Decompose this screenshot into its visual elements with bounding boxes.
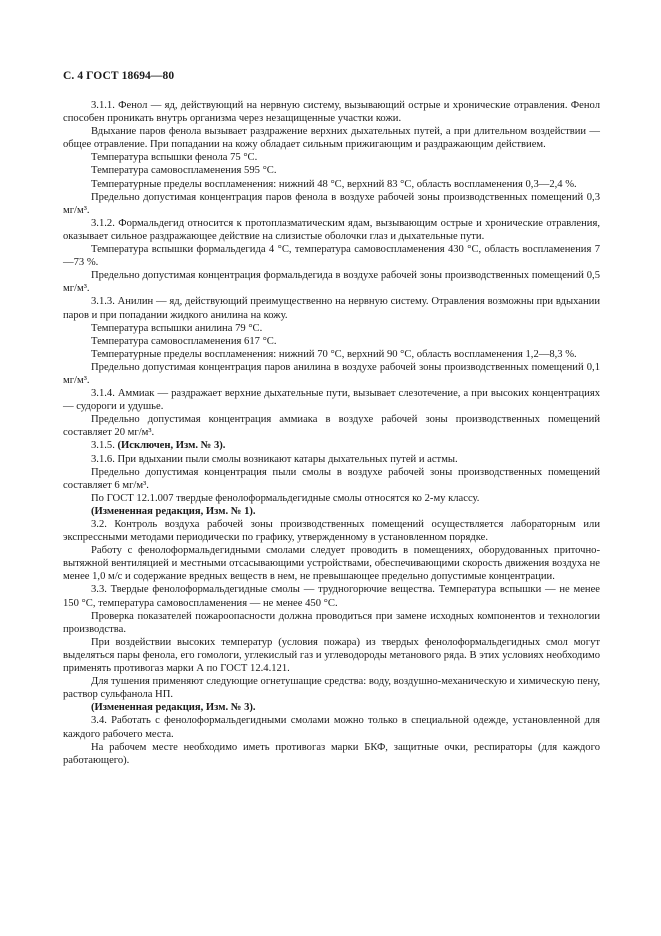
paragraph: Предельно допустимая концентрация пыли смолы в воздухе рабочей зоны производственных помещений составляет 6 мг/м³. [63, 466, 600, 491]
paragraph: Предельно допустимая концентрация паров фенола в воздухе рабочей зоны производственных помещений 0,3 мг/м³. [63, 191, 600, 216]
revision-note: (Измененная редакция, Изм. № 1). [91, 505, 256, 517]
paragraph: Работу с фенолоформальдегидными смолами следует проводить в помещениях, оборудованных приточно-вытяжной вентиляцией и местными отсасывающими устройствами, обеспечивающими скорость движения воздуха не менее 1,0 м/с и содержание вредных веществ в нем, не превышающее предельно допустимые концентрации. [63, 545, 600, 583]
paragraph: 3.1.6. При вдыхании пыли смолы возникают катары дыхательных путей и астмы. [91, 453, 458, 465]
paragraph: 3.1.4. Аммиак — раздражает верхние дыхательные пути, вызывает слезотечение, а при высоких концентрациях — судороги и удушье. [63, 388, 600, 413]
paragraph: 3.1.2. Формальдегид относится к протоплазматическим ядам, вызывающим острые и хронические отравления, оказывает сильное раздражающее действие на слизистые оболочки глаз и дыхательные пути. [63, 217, 600, 242]
paragraph: При воздействии высоких температур (условия пожара) из твердых фенолоформальдегидных смол могут выделяться пары фенола, его гомологи, углекислый газ и углеводороды метанового ряда. В этих условиях необходимо применять противогаз марки А по ГОСТ 12.4.121. [63, 636, 600, 675]
excluded-note: (Исключен, Изм. № 3). [117, 440, 226, 452]
paragraph: По ГОСТ 12.1.007 твердые фенолоформальдегидные смолы относятся ко 2-му классу. [91, 492, 480, 504]
paragraph: Температурные пределы воспламенения: нижний 48 °С, верхний 83 °С, область воспламенения 0,3—2,4 %. [91, 178, 577, 190]
paragraph: 3.4. Работать с фенолоформальдегидными смолами можно только в специальной одежде, установленной для каждого рабочего места. [63, 715, 600, 740]
paragraph: Температура вспышки анилина 79 °С. [91, 322, 263, 334]
clause-number: 3.1.5. [91, 440, 115, 452]
paragraph: Предельно допустимая концентрация аммиака в воздухе рабочей зоны производственных помещений составляет 20 мг/м³. [63, 414, 600, 439]
revision-note: (Измененная редакция, Изм. № 3). [91, 702, 256, 714]
paragraph: Температура самовоспламенения 617 °С. [91, 335, 277, 347]
paragraph-315 [63, 439, 600, 452]
paragraph: Температура вспышки фенола 75 °С. [91, 152, 258, 164]
paragraph: 3.3. Твердые фенолоформальдегидные смолы — трудногорючие вещества. Температура вспышки — не менее 150 °С, температура самовоспламенения — не менее 450 °С. [63, 584, 600, 609]
paragraph: Температура вспышки формальдегида 4 °С, температура самовоспламенения 430 °С, область воспламенения 7—73 %. [63, 244, 600, 269]
document-body [63, 99, 600, 767]
paragraph: На рабочем месте необходимо иметь противогаз марки БКФ, защитные очки, респираторы (для каждого работающего). [63, 741, 600, 766]
paragraph: Предельно допустимая концентрация формальдегида в воздухе рабочей зоны производственных помещений 0,5 мг/м³. [63, 270, 600, 295]
paragraph: 3.1.1. Фенол — яд, действующий на нервную систему, вызывающий острые и хронические отравления. Фенол способен проникать внутрь организма через незащищенные участки кожи. [63, 100, 600, 125]
paragraph: Вдыхание паров фенола вызывает раздражение верхних дыхательных путей, а при длительном воздействии — общее отравление. При попадании на кожу обладает сильным прижигающим и раздражающим действием. [63, 126, 600, 151]
paragraph: Проверка показателей пожароопасности должна проводиться при замене исходных компонентов и технологии производства. [63, 610, 600, 635]
paragraph: Предельно допустимая концентрация паров анилина в воздухе рабочей зоны производственных помещений 0,1 мг/м³. [63, 361, 600, 386]
paragraph: Для тушения применяют следующие огнетушащие средства: воду, воздушно-механическую и химическую пену, раствор сульфанола НП. [63, 676, 600, 701]
paragraph: 3.1.3. Анилин — яд, действующий преимущественно на нервную систему. Отравления возможны при вдыхании паров и при попадании жидкого анилина на кожу. [63, 296, 600, 321]
page-header: С. 4 ГОСТ 18694—80 [63, 70, 175, 82]
paragraph: Температура самовоспламенения 595 °С. [91, 165, 277, 177]
paragraph: 3.2. Контроль воздуха рабочей зоны производственных помещений осуществляется лабораторным или экспрессными методами периодически по графику, утвержденному в установленном порядке. [63, 519, 600, 544]
paragraph: Температурные пределы воспламенения: нижний 70 °С, верхний 90 °С, область воспламенения 1,2—8,3 %. [91, 348, 577, 360]
